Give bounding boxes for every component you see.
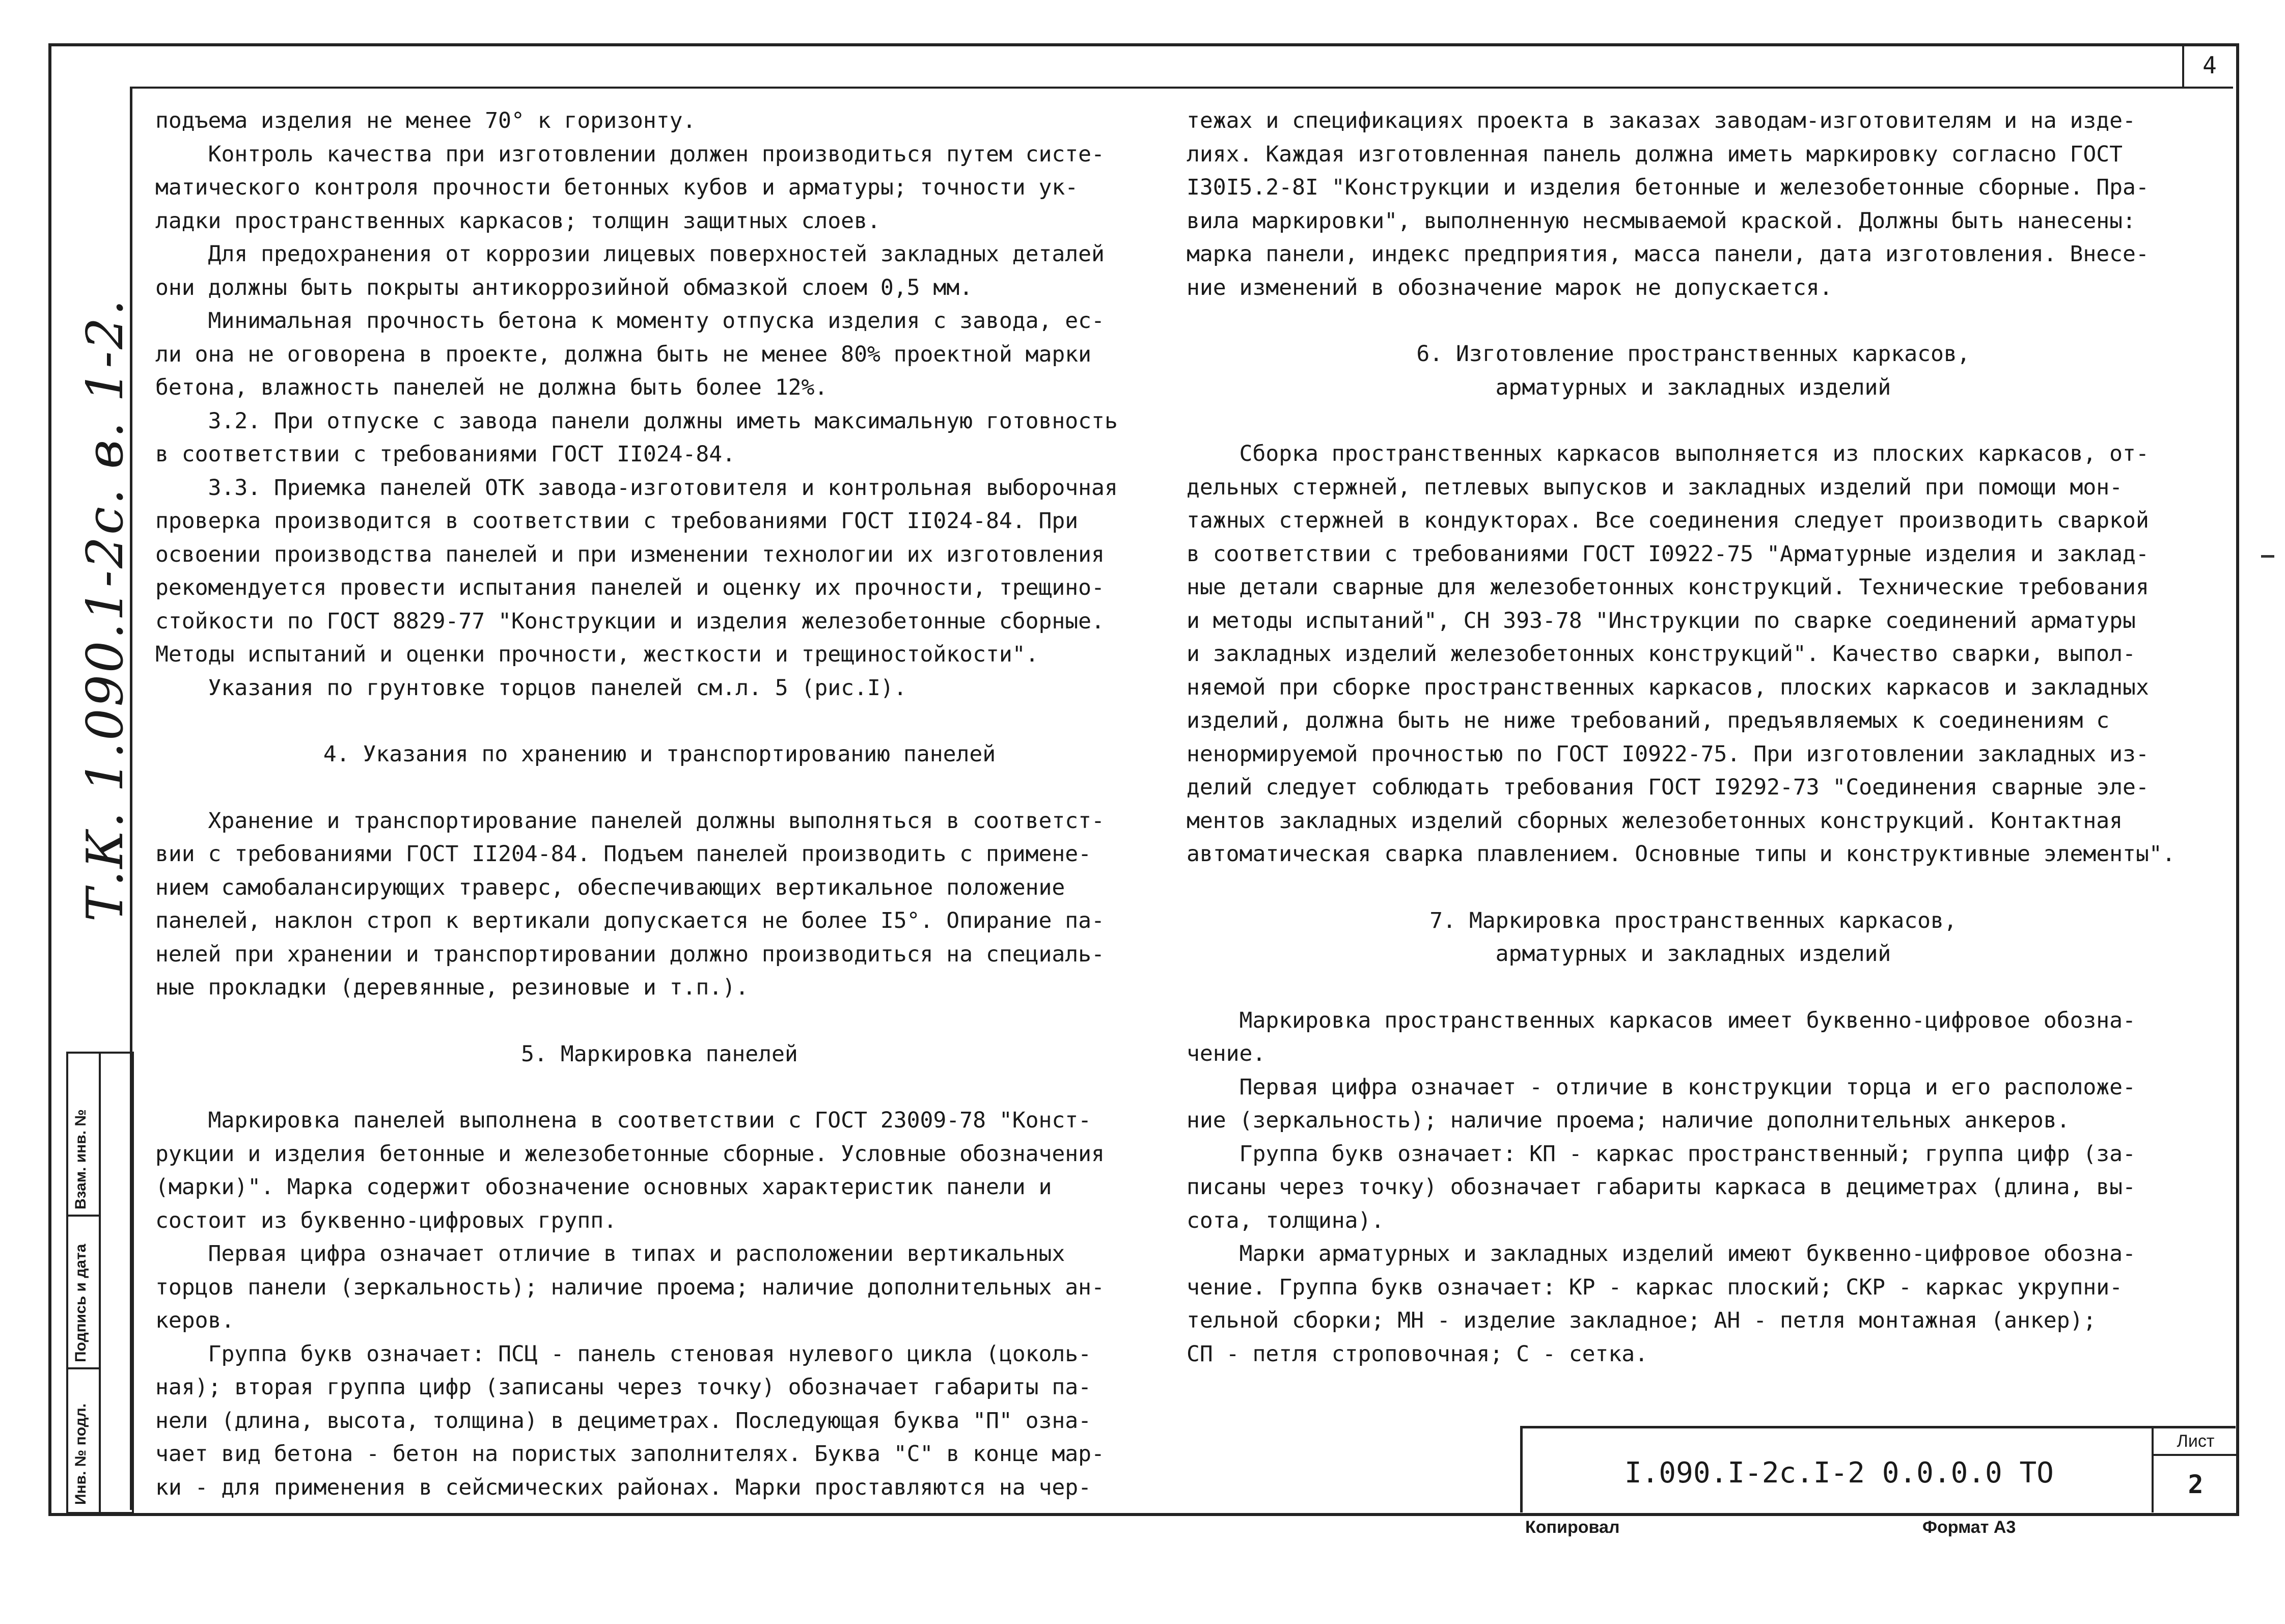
- stamp-label-inv: Инв. № подл.: [72, 1403, 89, 1505]
- text-line: дельных стержней, петлевых выпусков и закладных изделий при помощи мон-: [1187, 474, 2123, 500]
- text-line: лиях. Каждая изготовленная панель должна иметь маркировку согласно ГОСТ: [1187, 141, 2123, 167]
- text-line: ментов закладных изделий сборных железобетонных конструкций. Контактная: [1187, 808, 2123, 834]
- stamp-divider: [99, 1054, 101, 1512]
- blank-line: [1187, 871, 2200, 904]
- text-line: Первая цифра означает - отличие в конструкции торца и его расположе-: [1187, 1074, 2136, 1100]
- side-designation: Т.К. 1.090.1-2с. в. 1-2.: [76, 297, 134, 922]
- text-line: Для предохранения от коррозии лицевых поверхностей закладных деталей: [155, 241, 1105, 267]
- blank-line: [1187, 404, 2200, 437]
- blank-line: [1187, 971, 2200, 1004]
- text-line: вила маркировки", выполненную несмываемой краской. Должны быть нанесены:: [1187, 208, 2136, 234]
- sheet-number: 2: [2152, 1456, 2238, 1512]
- text-line: автоматическая сварка плавлением. Основные типы и конструктивные элементы".: [1187, 841, 2176, 867]
- text-line: состоит из буквенно-цифровых групп.: [155, 1207, 617, 1233]
- text-line: Маркировка панелей выполнена в соответствии с ГОСТ 23009-78 "Конст-: [155, 1108, 1092, 1133]
- text-line: делий следует соблюдать требования ГОСТ I9292-73 "Соединения сварные эле-: [1187, 775, 2149, 800]
- text-line: вии с требованиями ГОСТ II204-84. Подъем панелей производить с примене-: [155, 841, 1092, 867]
- text-column-right: [1187, 104, 2200, 1371]
- text-line: торцов панели (зеркальность); наличие проема; наличие дополнительных ан-: [155, 1274, 1105, 1300]
- text-line: Минимальная прочность бетона к моменту отпуска изделия с завода, ес-: [155, 308, 1105, 334]
- text-line: нелей при хранении и транспортировании должно производиться на специаль-: [155, 941, 1105, 967]
- text-line: ли она не оговорена в проекте, должна быть не менее 80% проектной марки: [155, 341, 1092, 367]
- section-heading: 7. Маркировка пространственных каркасов,: [1429, 907, 1957, 933]
- text-line: Первая цифра означает отличие в типах и расположении вертикальных: [155, 1241, 1065, 1267]
- text-line: нием самобалансирующих траверс, обеспечивающих вертикальное положение: [155, 874, 1065, 900]
- text-line: Контроль качества при изготовлении должен производиться путем систе-: [155, 141, 1105, 167]
- text-line: ненормируемой прочностью по ГОСТ I0922-75. При изготовлении закладных из-: [1187, 741, 2149, 767]
- text-line: Хранение и транспортирование панелей должны выполняться в соответст-: [155, 808, 1105, 834]
- text-line: (марки)". Марка содержит обозначение основных характеристик панели и: [155, 1174, 1052, 1200]
- text-line: рукции и изделия бетонные и железобетонные сборные. Условные обозначения: [155, 1141, 1105, 1167]
- stamp-label-sign: Подпись и дата: [72, 1244, 89, 1362]
- text-line: чение. Группа букв означает: КР - каркас плоский; СКР - каркас укрупни-: [1187, 1274, 2123, 1300]
- blank-line: [155, 705, 1164, 738]
- text-line: керов.: [155, 1308, 235, 1333]
- text-line: чение.: [1187, 1041, 1266, 1066]
- footer-copied: Копировал: [1525, 1518, 1620, 1537]
- text-line: бетона, влажность панелей не должна быть более 12%.: [155, 375, 828, 400]
- text-line: изделий, должна быть не ниже требований, предъявляемых к соединениям с: [1187, 708, 2110, 733]
- text-line: они должны быть покрыты антикоррозийной обмазкой слоем 0,5 мм.: [155, 274, 973, 300]
- blank-line: [155, 1071, 1164, 1104]
- text-line: стойкости по ГОСТ 8829-77 "Конструкции и изделия железобетонные сборные.: [155, 608, 1105, 634]
- text-line: 3.3. Приемка панелей ОТК завода-изготовителя и контрольная выборочная: [155, 475, 1118, 501]
- text-line: и закладных изделий железобетонных конструкций". Качество сварки, выпол-: [1187, 641, 2136, 667]
- text-line: ные детали сварные для железобетонных конструкций. Технические требования: [1187, 574, 2149, 600]
- text-line: тельной сборки; МН - изделие закладное; АН - петля монтажная (анкер);: [1187, 1308, 2097, 1333]
- text-line: ние изменений в обозначение марок не допускается.: [1187, 274, 1833, 300]
- stamp-cell-replace: [68, 1054, 99, 1217]
- text-line: тежах и спецификациях проекта в заказах заводам-изготовителям и на изде-: [1187, 108, 2136, 133]
- blank-line: [155, 772, 1164, 805]
- text-line: Группа букв означает: ПСЦ - панель стеновая нулевого цикла (цоколь-: [155, 1341, 1092, 1367]
- text-line: в соответствии с требованиями ГОСТ II024-84.: [155, 442, 736, 467]
- stamp-cell-sign: [68, 1217, 99, 1369]
- text-line: проверка производится в соответствии с требованиями ГОСТ II024-84. При: [155, 508, 1079, 534]
- section-heading: арматурных и закладных изделий: [1495, 941, 1891, 967]
- document-code: I.090.I-2с.I-2 0.0.0.0 ТО: [1625, 1456, 2054, 1490]
- text-line: писаны через точку) обозначает габариты каркаса в дециметрах (длина, вы-: [1187, 1174, 2136, 1200]
- text-line: ные прокладки (деревянные, резиновые и т.п.).: [155, 975, 749, 1000]
- text-line: 3.2. При отпуске с завода панели должны иметь максимальную готовность: [155, 408, 1118, 434]
- text-line: и методы испытаний", СН 393-78 "Инструкции по сварке соединений арматуры: [1187, 608, 2136, 634]
- text-line: подъема изделия не менее 70° к горизонту.: [155, 108, 696, 133]
- text-line: ладки пространственных каркасов; толщин защитных слоев.: [155, 208, 880, 234]
- text-line: Марки арматурных и закладных изделий имеют буквенно-цифровое обозна-: [1187, 1241, 2136, 1267]
- stamp-column: [66, 1052, 134, 1514]
- page-number: 4: [2182, 43, 2235, 87]
- text-line: ние (зеркальность); наличие проема; наличие дополнительных анкеров.: [1187, 1108, 2070, 1133]
- text-line: СП - петля строповочная; С - сетка.: [1187, 1341, 1648, 1367]
- text-line: освоении производства панелей и при изменении технологии их изготовления: [155, 541, 1105, 567]
- text-line: сота, толщина).: [1187, 1207, 1385, 1233]
- text-line: Сборка пространственных каркасов выполняется из плоских каркасов, от-: [1187, 441, 2149, 466]
- stamp-cell-inv: [68, 1369, 99, 1510]
- text-line: чает вид бетона - бетон на пористых заполнителях. Буква "С" в конце мар-: [155, 1441, 1105, 1467]
- text-line: Группа букв означает: КП - каркас пространственный; группа цифр (за-: [1187, 1141, 2136, 1167]
- text-line: рекомендуется провести испытания панелей и оценку их прочности, трещино-: [155, 575, 1105, 600]
- title-block: [1520, 1426, 2236, 1512]
- text-line: няемой при сборке пространственных каркасов, плоских каркасов и закладных: [1187, 674, 2149, 700]
- blank-line: [1187, 305, 2200, 338]
- text-line: ная); вторая группа цифр (записаны через точку) обозначает габариты па-: [155, 1374, 1092, 1400]
- text-line: тажных стержней в кондукторах. Все соединения следует производить сваркой: [1187, 508, 2149, 533]
- text-line: матического контроля прочности бетонных кубов и арматуры; точности ук-: [155, 175, 1079, 200]
- text-column-left: [155, 104, 1164, 1504]
- section-heading: 4. Указания по хранению и транспортированию панелей: [323, 741, 996, 767]
- inner-frame-top: [130, 87, 2233, 89]
- text-line: марка панели, индекс предприятия, масса панели, дата изготовления. Внесе-: [1187, 241, 2149, 267]
- stamp-label-replace: Взам. инв. №: [72, 1109, 89, 1209]
- edge-mark: [2261, 555, 2274, 558]
- section-heading: 6. Изготовление пространственных каркасов,: [1416, 341, 1970, 367]
- text-line: ки - для применения в сейсмических районах. Марки проставляются на чер-: [155, 1474, 1092, 1500]
- text-line: нели (длина, высота, толщина) в дециметрах. Последующая буква "П" озна-: [155, 1408, 1092, 1434]
- blank-line: [155, 1005, 1164, 1038]
- text-line: в соответствии с требованиями ГОСТ I0922-75 "Арматурные изделия и заклад-: [1187, 541, 2149, 567]
- sheet-label: Лист: [2152, 1428, 2238, 1456]
- text-line: Методы испытаний и оценки прочности, жесткости и трещиностойкости".: [155, 642, 1039, 667]
- text-line: I30I5.2-8I "Конструкции и изделия бетонные и железобетонные сборные. Пра-: [1187, 175, 2149, 200]
- section-heading: арматурных и закладных изделий: [1495, 374, 1891, 400]
- footer-format: Формат А3: [1922, 1518, 2016, 1537]
- text-line: Маркировка пространственных каркасов имеет буквенно-цифровое обозна-: [1187, 1007, 2136, 1033]
- section-heading: 5. Маркировка панелей: [521, 1041, 798, 1067]
- text-line: Указания по грунтовке торцов панелей см.л. 5 (рис.I).: [155, 675, 907, 701]
- text-line: панелей, наклон строп к вертикали допускается не более I5°. Опирание па-: [155, 908, 1105, 933]
